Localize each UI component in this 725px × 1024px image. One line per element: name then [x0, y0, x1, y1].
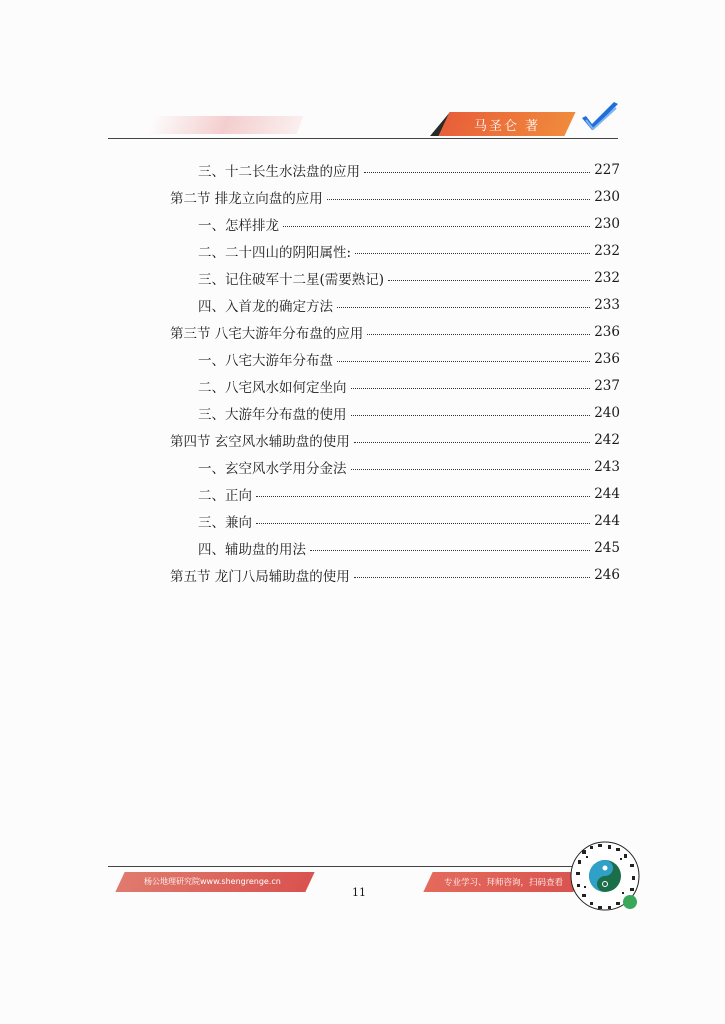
table-of-contents	[170, 156, 620, 588]
toc-entry-title: 第五节 龙门八局辅助盘的使用	[170, 568, 350, 585]
toc-leader-dots	[367, 334, 590, 335]
toc-entry-page: 236	[594, 350, 620, 367]
toc-leader-dots	[364, 172, 590, 173]
toc-leader-dots	[351, 415, 591, 416]
toc-leader-dots	[351, 469, 591, 470]
toc-entry-page: 244	[594, 512, 620, 529]
toc-entry	[170, 183, 620, 210]
toc-entry-title: 四、入首龙的确定方法	[198, 298, 333, 315]
toc-entry-title: 一、玄空风水学用分金法	[198, 460, 347, 477]
toc-entry-title: 一、八宅大游年分布盘	[198, 352, 333, 369]
toc-entry-title: 二、二十四山的阴阳属性:	[198, 244, 352, 261]
toc-leader-dots	[337, 307, 590, 308]
page-number: 11	[352, 886, 366, 899]
toc-entry-title: 第二节 排龙立向盘的应用	[170, 190, 323, 207]
author-name: 马圣仑 著	[474, 119, 541, 134]
toc-entry	[170, 345, 620, 372]
toc-entry-page: 230	[594, 188, 620, 205]
footer-website-banner	[120, 872, 310, 892]
toc-entry-page: 232	[594, 242, 620, 259]
toc-entry	[170, 426, 620, 453]
header-rule	[108, 138, 618, 139]
toc-entry	[170, 318, 620, 345]
toc-leader-dots	[256, 523, 590, 524]
toc-leader-dots	[388, 280, 590, 281]
toc-entry-title: 三、记住破军十二星(需要熟记)	[198, 271, 385, 288]
toc-entry-title: 一、怎样排龙	[198, 217, 279, 234]
toc-entry	[170, 291, 620, 318]
toc-entry-page: 244	[594, 485, 620, 502]
toc-entry-page: 236	[594, 323, 620, 340]
checkmark-logo-icon	[578, 100, 622, 138]
toc-leader-dots	[351, 388, 591, 389]
toc-entry-title: 三、兼向	[198, 514, 252, 531]
footer-consult-text: 专业学习、拜师咨询，扫码查看	[444, 878, 564, 888]
toc-entry	[170, 534, 620, 561]
toc-entry	[170, 453, 620, 480]
toc-entry-page: 230	[594, 215, 620, 232]
toc-entry-page: 242	[594, 431, 620, 448]
footer-website-text: 杨公地理研究院www.shengrenge.cn	[144, 877, 281, 886]
toc-entry	[170, 561, 620, 588]
toc-entry-title: 第三节 八宅大游年分布盘的应用	[170, 325, 364, 342]
toc-entry	[170, 480, 620, 507]
toc-entry	[170, 237, 620, 264]
footer-consult-banner	[428, 872, 578, 892]
toc-entry-title: 三、大游年分布盘的使用	[198, 406, 347, 423]
toc-entry-page: 227	[594, 161, 620, 178]
toc-leader-dots	[337, 361, 590, 362]
toc-entry-title: 四、辅助盘的用法	[198, 541, 306, 558]
qr-code-icon	[568, 836, 642, 920]
toc-leader-dots	[354, 577, 590, 578]
toc-leader-dots	[355, 253, 590, 254]
toc-entry	[170, 507, 620, 534]
toc-entry-page: 233	[594, 296, 620, 313]
toc-entry-page: 237	[594, 377, 620, 394]
footer-rule	[108, 866, 618, 867]
toc-entry-page: 246	[594, 566, 620, 583]
toc-entry-page: 243	[594, 458, 620, 475]
toc-entry-title: 三、十二长生水法盘的应用	[198, 163, 360, 180]
toc-entry	[170, 156, 620, 183]
author-banner	[430, 112, 580, 136]
toc-entry	[170, 399, 620, 426]
toc-entry	[170, 372, 620, 399]
toc-leader-dots	[256, 496, 590, 497]
toc-leader-dots	[327, 199, 590, 200]
toc-leader-dots	[354, 442, 590, 443]
toc-entry-title: 第四节 玄空风水辅助盘的使用	[170, 433, 350, 450]
header-decoration	[147, 116, 304, 134]
toc-leader-dots	[283, 226, 590, 227]
toc-entry	[170, 210, 620, 237]
toc-entry	[170, 264, 620, 291]
toc-leader-dots	[310, 550, 590, 551]
toc-entry-title: 二、八宅风水如何定坐向	[198, 379, 347, 396]
toc-entry-page: 232	[594, 269, 620, 286]
toc-entry-title: 二、正向	[198, 487, 252, 504]
toc-entry-page: 245	[594, 539, 620, 556]
toc-entry-page: 240	[594, 404, 620, 421]
